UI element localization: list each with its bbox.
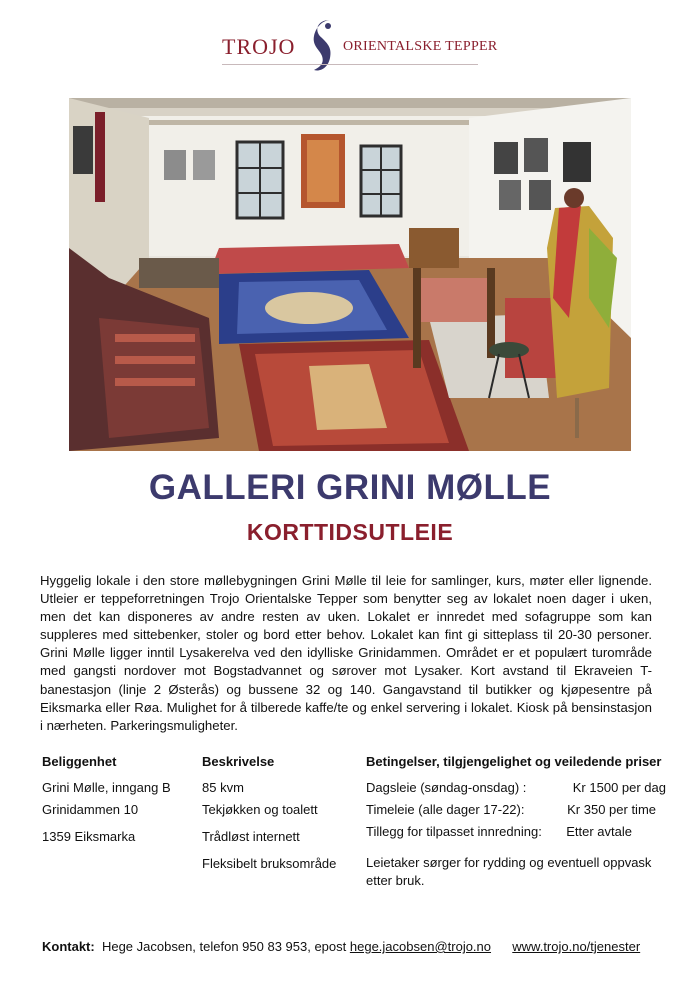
page-title: GALLERI GRINI MØLLE [148, 468, 552, 507]
price-value: Kr 1500 per dag [572, 780, 666, 795]
terms-heading: Betingelser, tilgjengelighet og veiledende priser [366, 754, 662, 769]
contact-footer [42, 939, 640, 954]
website-link[interactable]: www.trojo.no/tjenester [512, 939, 641, 954]
price-row [366, 780, 666, 796]
location-section [42, 754, 192, 851]
location-line: Grini Mølle, inngang B [42, 780, 171, 795]
location-heading: Beliggenhet [42, 754, 117, 769]
logo-text-orientalske: ORIENTALSKE TEPPER [343, 39, 498, 54]
description-section [202, 754, 352, 878]
contact-email-link[interactable]: hege.jacobsen@trojo.no [349, 939, 492, 954]
logo-text-trojo: TROJO [222, 34, 296, 59]
contact-label: Kontakt: [42, 939, 95, 954]
description-line: Tekjøkken og toalett [202, 802, 318, 817]
location-line: Grinidammen 10 [42, 802, 139, 817]
gallery-photo-illustration [69, 98, 631, 451]
logo-divider [222, 64, 478, 65]
location-line: 1359 Eiksmarka [42, 829, 136, 844]
description-heading: Beskrivelse [202, 754, 275, 769]
price-value: Kr 350 per time [567, 802, 656, 817]
price-label: Tillegg for tilpasset innredning: [366, 824, 542, 839]
gallery-photo [69, 98, 631, 451]
terms-section [366, 754, 666, 890]
description-line: Fleksibelt bruksområde [202, 856, 337, 871]
price-label: Timeleie (alle dager 17-22): [366, 802, 525, 817]
price-row [366, 824, 666, 840]
page-subtitle: KORTTIDSUTLEIE [246, 519, 454, 545]
price-label: Dagsleie (søndag-onsdag) : [366, 780, 527, 795]
terms-note: Leietaker sørger for rydding og eventuell oppvask etter bruk. [366, 855, 652, 888]
description-line: 85 kvm [202, 780, 244, 795]
price-row [366, 802, 666, 818]
description-line: Trådløst internett [202, 829, 300, 844]
contact-text: Hege Jacobsen, telefon 950 83 953, epost [101, 939, 350, 954]
price-value: Etter avtale [566, 824, 632, 839]
intro-paragraph: Hyggelig lokale i den store møllebygningen Grini Mølle til leie for samlinger, kurs, møter eller lignende. Utleier er teppeforretningen Trojo Orientalske Tepper som benytter seg av lokalet noen dager i uken, men det kan disponeres av andre resten av uken. Lokalet er innredet med sofagruppe som kan suppleres med sittebenker, stoler og bord etter behov. Lokalet kan fint gi sitteplass til 20-30 personer. Grini Mølle ligger inntil Lysakerelva ved den idylliske Grinidammen. Området er et populært turområde med gangsti nordover mot Bogstadvannet og sørover mot Lysaker. Kort avstand til Ekraveien T-banestasjon (linje 2 Østerås) og bussene 32 og 140. Gangavstand til butikker og kjøpesentre på Eiksmarka eller Røa. Mulighet for å tilberede kaffe/te og enkel servering i lokalet. Kiosk på bensinstasjon i nærheten. Parkeringsmuligheter. [40, 573, 652, 733]
trojo-logo-icon [308, 18, 342, 74]
logo [0, 0, 700, 90]
